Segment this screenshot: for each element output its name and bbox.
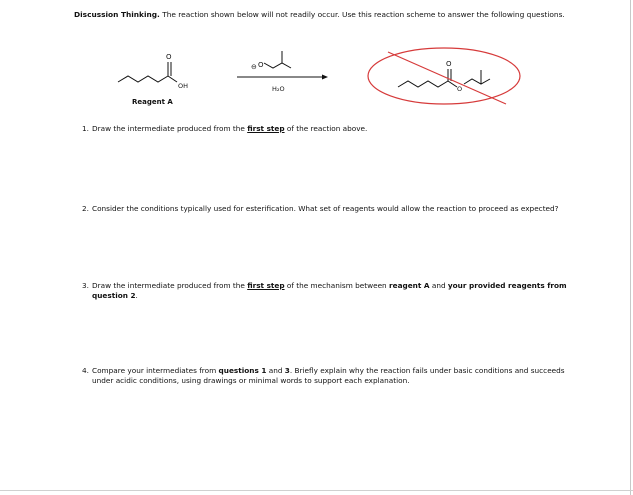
question-1 — [82, 124, 572, 134]
alkoxide-structure — [264, 51, 291, 68]
question-2 — [82, 204, 572, 214]
question-3-text: Draw the intermediate produced from the — [92, 281, 248, 290]
question-3-text-mid: of the mechanism between — [284, 281, 390, 290]
crossed-out-marker — [368, 48, 520, 104]
question-3-number: 3. — [82, 281, 89, 290]
question-1-text-end: of the reaction above. — [284, 124, 368, 133]
reaction-arrow — [237, 75, 328, 80]
intro-text: The reaction shown below will not readily occur. Use this reaction scheme to answer the following questions. — [159, 10, 565, 19]
solvent-label: H₂O — [272, 85, 285, 93]
page-edge-bottom — [0, 490, 633, 491]
question-1-emphasis: first step — [247, 124, 285, 133]
question-1-text: Draw the intermediate produced from the — [92, 124, 248, 133]
product-carbonyl-o: O — [446, 60, 452, 68]
question-4-emphasis-q3: 3 — [284, 366, 290, 375]
question-4-text: Compare your intermediates from — [92, 366, 219, 375]
question-2-text: Consider the conditions typically used for esterification. What set of reagents would allow the reaction to proceed as expected? — [92, 204, 559, 213]
question-3-emphasis-reagent: reagent A — [389, 281, 430, 290]
question-4-number: 4. — [82, 366, 89, 375]
question-3-text-end: . — [135, 290, 138, 300]
question-4-text-and: and — [266, 366, 285, 375]
question-1-number: 1. — [82, 124, 89, 133]
product-ester-o: O — [457, 85, 463, 93]
question-3-emphasis-first-step: first step — [247, 281, 285, 290]
reagent-a-oh: OH — [178, 82, 189, 90]
reaction-scheme — [0, 0, 633, 130]
question-3-emphasis-provided: your provided reagents from question 2 — [92, 281, 567, 300]
reagent-a-structure — [118, 62, 177, 82]
question-4-emphasis-q1: questions 1 — [218, 366, 267, 375]
reagent-a-label: Reagent A — [132, 98, 173, 106]
question-4-text-end: . Briefly explain why the reaction fails under basic conditions and succeeds under acidic conditions, using drawings or minimal words to support each explanation. — [92, 366, 565, 385]
question-3-text-and: and — [429, 281, 448, 290]
question-2-number: 2. — [82, 204, 89, 213]
reagent-a-carbonyl-o: O — [166, 53, 172, 61]
page-edge-right — [630, 0, 631, 495]
alkoxide-charge: ⊖ — [251, 63, 257, 71]
alkoxide-o: O — [258, 61, 264, 69]
product-ester-structure — [398, 69, 490, 87]
intro-heading: Discussion Thinking. — [74, 10, 160, 19]
question-4 — [82, 366, 572, 385]
question-3 — [82, 281, 572, 300]
